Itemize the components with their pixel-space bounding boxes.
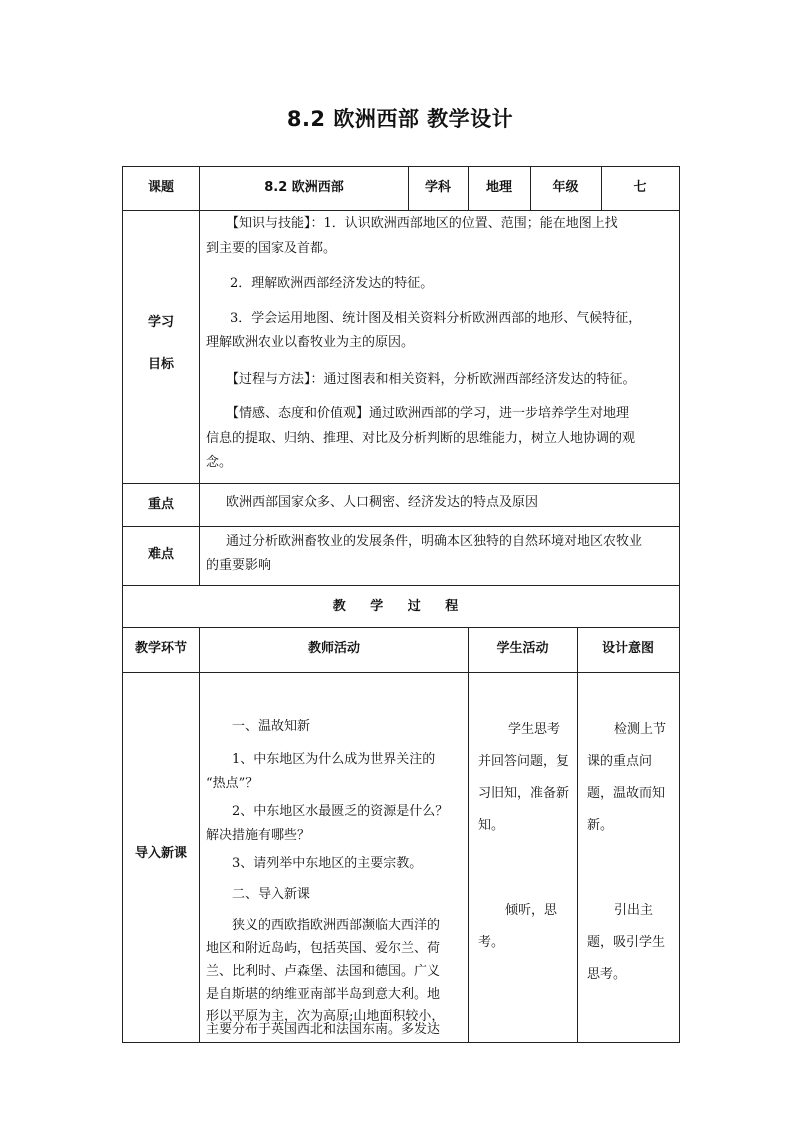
student-a1: 学生思考 bbox=[508, 722, 561, 737]
grade-value: 七 bbox=[633, 180, 647, 195]
teacher-text-1: 狭义的西欧指欧洲西部濒临大西洋的 bbox=[232, 918, 441, 933]
intent-b3: 思考。 bbox=[587, 967, 627, 982]
objective-p4: 【过程与方法】：通过图表和相关资料，分析欧洲西部经济发达的特征。 bbox=[226, 372, 636, 387]
intent-a3: 题，温故而知 bbox=[587, 786, 666, 801]
subject-value: 地理 bbox=[485, 180, 512, 195]
page-title: 8.2 欧洲西部 教学设计 bbox=[286, 107, 514, 131]
objective-p1-line1: 【知识与技能】：1．认识欧洲西部地区的位置、范围；能在地图上找 bbox=[226, 216, 618, 231]
column-stage: 教学环节 bbox=[134, 641, 187, 656]
objective-p3-line2: 理解欧洲农业以畜牧业为主的原因。 bbox=[206, 335, 415, 350]
process-header: 教 学 过 程 bbox=[332, 599, 469, 614]
teacher-text-6: 主要分布于英国西北和法国东南。多发达 bbox=[206, 1022, 441, 1037]
objective-p2: 2．理解欧洲西部经济发达的特征。 bbox=[230, 276, 434, 291]
objectives-label-2: 目标 bbox=[147, 357, 174, 372]
grade-label: 年级 bbox=[552, 180, 579, 195]
objective-p5-line1: 【情感、态度和价值观】通过欧洲西部的学习，进一步培养学生对地理 bbox=[226, 406, 630, 421]
difficulty-line1: 通过分析欧洲畜牧业的发展条件，明确本区独特的自然环境对地区农牧业 bbox=[226, 534, 643, 549]
objective-p5-line2: 信息的提取、归纳、推理、对比及分析判断的思维能力，树立人地协调的观 bbox=[206, 431, 636, 446]
intent-a4: 新。 bbox=[587, 818, 614, 833]
student-b2: 考。 bbox=[478, 935, 505, 950]
difficulty-line2: 的重要影响 bbox=[206, 558, 272, 573]
student-a4: 知。 bbox=[478, 818, 505, 833]
column-student: 学生活动 bbox=[496, 641, 549, 656]
teacher-text-2: 地区和附近岛屿，包括英国、爱尔兰、荷 bbox=[206, 941, 441, 956]
column-teacher: 教师活动 bbox=[307, 641, 360, 656]
teacher-heading-2: 二、导入新课 bbox=[232, 887, 311, 902]
teacher-heading-1: 一、温故知新 bbox=[232, 719, 311, 734]
objective-p5-line3: 念。 bbox=[206, 455, 233, 470]
intro-stage-label: 导入新课 bbox=[134, 846, 187, 861]
teacher-q2-line1: 2、中东地区水最匮乏的资源是什么？ bbox=[232, 804, 449, 819]
objectives-label-1: 学习 bbox=[147, 315, 174, 330]
objective-p1-line2: 到主要的国家及首都。 bbox=[206, 241, 337, 256]
objective-p3-line1: 3．学会运用地图、统计图及相关资料分析欧洲西部的地形、气候特征， bbox=[230, 311, 642, 326]
intent-a2: 课的重点问 bbox=[587, 754, 653, 769]
topic-label: 课题 bbox=[147, 180, 174, 195]
intent-a1: 检测上节 bbox=[614, 722, 667, 737]
teacher-q1-line2: “热点”？ bbox=[206, 776, 259, 791]
teacher-q1-line1: 1、中东地区为什么成为世界关注的 bbox=[232, 752, 436, 767]
column-intent: 设计意图 bbox=[601, 641, 654, 656]
intent-b2: 题，吸引学生 bbox=[587, 935, 666, 950]
key-point-label: 重点 bbox=[147, 497, 174, 512]
intent-b1: 引出主 bbox=[614, 903, 654, 918]
teacher-text-3: 兰、比利时、卢森堡、法国和德国。广义 bbox=[206, 964, 441, 979]
difficulty-label: 难点 bbox=[147, 547, 174, 562]
teacher-text-4: 是自斯堪的纳维亚南部半岛到意大利。地 bbox=[206, 987, 441, 1002]
teacher-q2-line2: 解决措施有哪些？ bbox=[206, 828, 311, 843]
key-point-text: 欧洲西部国家众多、人口稠密、经济发达的特点及原因 bbox=[226, 495, 539, 510]
student-a3: 习旧知，准备新 bbox=[478, 786, 570, 801]
teacher-text-5: 形以平原为主，次为高原;山地面积较小， bbox=[206, 1009, 445, 1024]
teacher-q3: 3、请列举中东地区的主要宗教。 bbox=[232, 856, 423, 871]
student-b1: 倾听，思 bbox=[505, 903, 558, 918]
subject-label: 学科 bbox=[424, 180, 451, 195]
student-a2: 并回答问题，复 bbox=[478, 754, 570, 769]
topic-value: 8.2 欧洲西部 bbox=[264, 180, 344, 195]
